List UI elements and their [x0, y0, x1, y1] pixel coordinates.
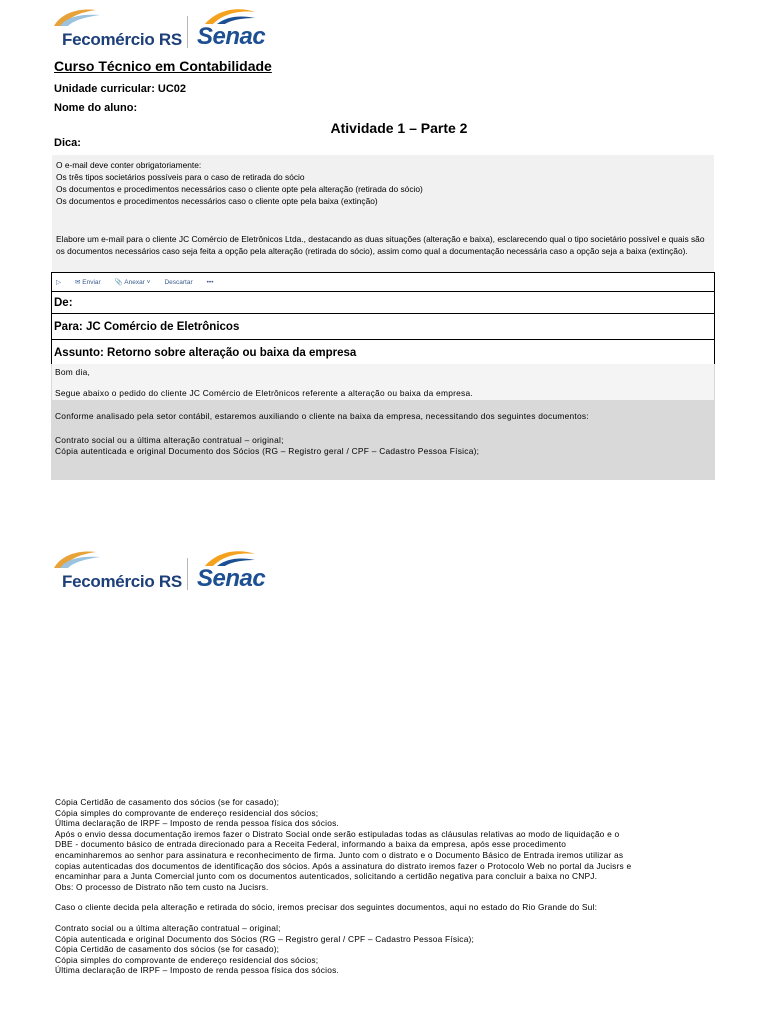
fecomercio-logo	[52, 6, 182, 50]
discard-button[interactable]: Descartar	[164, 278, 193, 286]
email-line: Conforme analisado pela setor contábil, estaremos auxiliando o cliente na baixa da empresa, necessitando dos seguintes documentos:	[55, 411, 589, 421]
tip-list	[56, 159, 423, 207]
text-line: copias autenticadas dos documentos de identificação dos sócios. Após a assinatura do distrato iremos fazer o Protocolo Web no portal da Jucisrs e	[55, 860, 632, 871]
email-continuation	[55, 797, 631, 976]
email-toolbar	[52, 273, 714, 292]
send-icon[interactable]: ▷	[56, 279, 61, 286]
senac-logo	[197, 548, 267, 592]
fecomercio-logo	[52, 548, 182, 592]
tip-item: Os três tipos societários possíveis para o caso de retirada do sócio	[56, 172, 305, 182]
text-line: Cópia Certidão de casamento dos sócios (se for casado);	[55, 944, 280, 955]
subject-field[interactable]: Assunto: Retorno sobre alteração ou baixa da empresa	[52, 340, 714, 366]
email-line: Segue abaixo o pedido do cliente JC Comércio de Eletrônicos referente a alteração ou baixa da empresa.	[55, 388, 473, 398]
text-line: Cópia autenticada e original Documento dos Sócios (RG – Registro geral / CPF – Cadastro Pessoa Física);	[55, 933, 475, 944]
course-title: Curso Técnico em Contabilidade	[54, 58, 272, 74]
instruction-text: Elabore um e-mail para o cliente JC Comércio de Eletrônicos Ltda., destacando as duas situações (alteração e baixa), esclarecendo qual o tipo societário possível e quais são os documentos necessários caso seja feita a opção pela alteração (retirada do sócio), assim como qual a documentação necessária caso a opção seja a baixa (extinção).	[56, 234, 705, 257]
logo-divider	[187, 558, 188, 590]
fecomercio-logo-text: Fecomércio RS	[62, 30, 182, 49]
text-line: Caso o cliente decida pela alteração e retirada do sócio, iremos precisar dos seguintes documentos, aqui no estado do Rio Grande do Sul:	[55, 902, 598, 913]
email-line: Cópia autenticada e original Documento dos Sócios (RG – Registro geral / CPF – Cadastro Pessoa Física);	[55, 446, 480, 456]
dica-label: Dica:	[54, 137, 81, 149]
text-line: Cópia simples do comprovante de endereço residencial dos sócios;	[55, 954, 319, 965]
tip-item: O e-mail deve conter obrigatoriamente:	[56, 160, 202, 170]
email-greeting: Bom dia,	[55, 367, 91, 377]
send-button[interactable]: ✉ Enviar	[75, 279, 101, 286]
email-compose-form	[51, 272, 715, 367]
text-line: Contrato social ou a última alteração contratual – original;	[55, 922, 281, 933]
text-line: DBE - documento básico de entrada direcionado para a Receita Federal, informando a baixa da empresa, após esse procedimento	[55, 839, 567, 850]
more-options-button[interactable]: •••	[206, 278, 214, 286]
fecomercio-logo-text: Fecomércio RS	[62, 572, 182, 591]
text-line: encaminharemos ao senhor para assinatura e reconhecimento de firma. Junto com o distrato e o Documento Básico de Entrada iremos utilizar as	[55, 849, 624, 860]
unidade-curricular: Unidade curricular: UC02	[54, 83, 187, 95]
senac-logo-text: Senac	[197, 565, 266, 592]
senac-logo-text: Senac	[197, 23, 266, 50]
text-line: Última declaração de IRPF – Imposto de renda pessoa física dos sócios.	[55, 965, 339, 976]
tip-item: Os documentos e procedimentos necessários caso o cliente opte pela alteração (retirada do sócio)	[56, 184, 423, 194]
text-line: Após o envio dessa documentação iremos fazer o Distrato Social onde serão estipuladas todas as cláusulas relativas ao modo de liquidação e o	[55, 828, 620, 839]
fecomercio-swoosh-icon	[52, 548, 102, 570]
text-line: Cópia Certidão de casamento dos sócios (se for casado);	[55, 797, 280, 807]
header-logos	[52, 6, 267, 50]
fecomercio-swoosh-icon	[52, 6, 102, 28]
to-field[interactable]: Para: JC Comércio de Eletrônicos	[52, 314, 714, 340]
email-line: Contrato social ou a última alteração contratual – original;	[55, 435, 284, 445]
tip-item: Os documentos e procedimentos necessários caso o cliente opte pela baixa (extinção)	[56, 196, 378, 206]
text-line: Última declaração de IRPF – Imposto de renda pessoa física dos sócios.	[55, 818, 339, 829]
nome-aluno: Nome do aluno:	[54, 102, 138, 114]
logo-divider	[187, 16, 188, 48]
atividade-title: Atividade 1 – Parte 2	[330, 120, 468, 136]
text-line: encaminhar para a Junta Comercial junto com os documentos autenticados, solicitando a certidão negativa para concluir a baixa no CNPJ.	[55, 871, 598, 882]
text-line: Cópia simples do comprovante de endereço residencial dos sócios;	[55, 807, 319, 818]
attach-button[interactable]: 📎 Anexar ˅	[114, 279, 151, 286]
page2-logos	[52, 548, 267, 592]
from-field[interactable]: De:	[52, 292, 714, 314]
email-body[interactable]	[51, 364, 715, 480]
text-line: Obs: O processo de Distrato não tem custo na Jucisrs.	[55, 881, 269, 892]
senac-logo	[197, 6, 267, 50]
